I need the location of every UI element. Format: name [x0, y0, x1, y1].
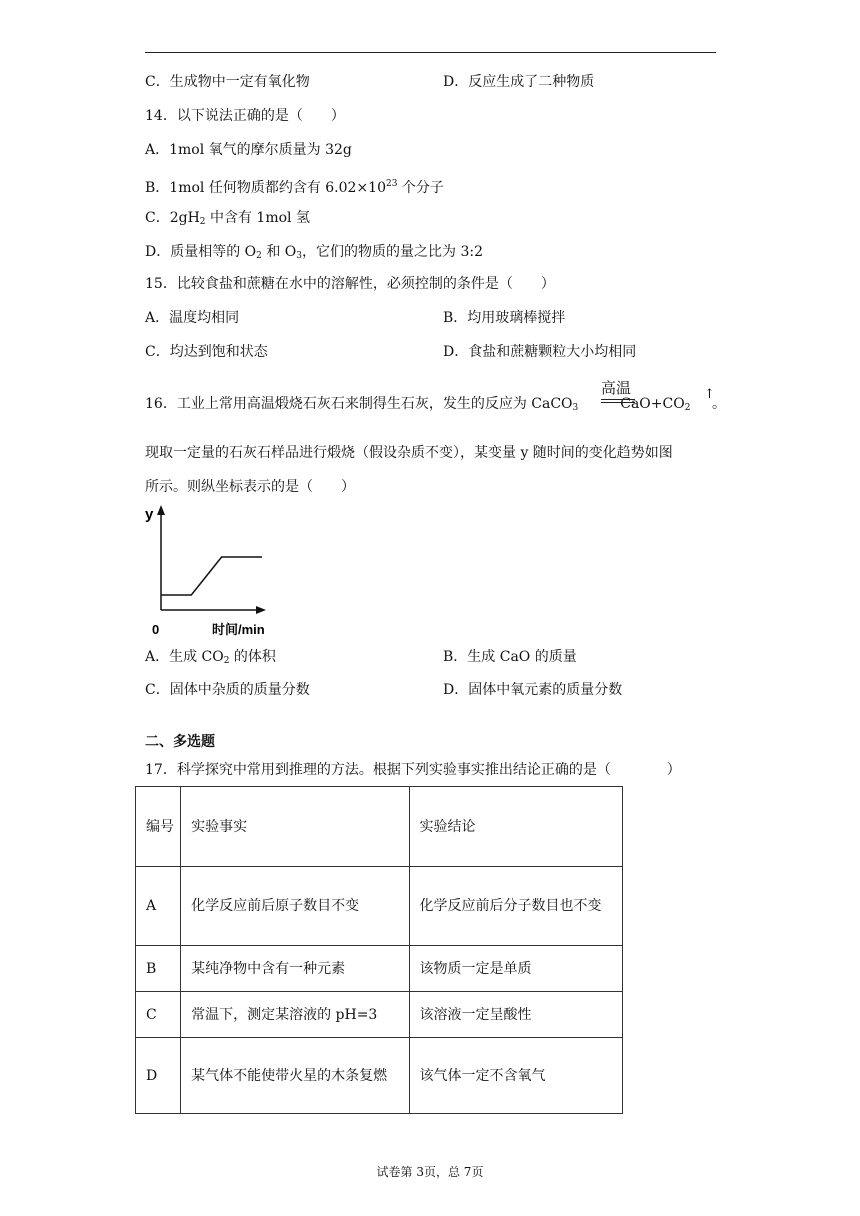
q17-table: [135, 786, 623, 1114]
q16-stem-line3: 所示。则纵坐标表示的是（ ）: [145, 479, 355, 495]
page-footer: 试卷第 3页，总 7页: [376, 1165, 484, 1179]
gas-arrow-icon: ↑: [704, 387, 715, 402]
series-line: [161, 557, 262, 595]
table-row: [136, 946, 623, 992]
reaction-condition: 高温: [601, 379, 632, 397]
q16-stem-line1: 16．工业上常用高温煅烧石灰石来制得生石灰，发生的反应为 CaCO$_3$ $CaO+CO_2$: [145, 396, 691, 413]
equation-bar-top: [601, 399, 635, 400]
q14-option-d: D．质量相等的 $O_2$ 和 $O_3$，它们的物质的量之比为 3:2: [145, 244, 483, 261]
row-label: A: [136, 867, 181, 946]
q15-option-b: B．均用玻璃棒搅拌: [443, 310, 566, 326]
header-rule: [145, 52, 716, 53]
q14-stem: 14．以下说法正确的是（ ）: [145, 108, 345, 124]
x-axis-label: 时间/min: [212, 622, 265, 637]
table-header-row: [136, 787, 623, 867]
row-conclusion: 该溶液一定呈酸性: [409, 992, 622, 1038]
q16-option-c: C．固体中杂质的质量分数: [145, 682, 310, 698]
y-axis-arrow-icon: [157, 505, 165, 515]
q14-option-a: A．1mol 氧气的摩尔质量为 32g: [145, 142, 352, 158]
table-row: [136, 867, 623, 946]
q16-stem-line2: 现取一定量的石灰石样品进行煅烧（假设杂质不变），某变量 y 随时间的变化趋势如图: [145, 445, 673, 461]
row-fact: 某气体不能使带火星的木条复燃: [181, 1038, 409, 1114]
q16-option-b: B．生成 CaO 的质量: [443, 649, 577, 665]
header-cell-number: 编号: [136, 787, 181, 867]
q15-stem: 15．比较食盐和蔗糖在水中的溶解性，必须控制的条件是（ ）: [145, 276, 555, 292]
origin-label: 0: [152, 622, 160, 637]
q16-period: 。: [712, 396, 726, 412]
row-conclusion: 该物质一定是单质: [409, 946, 622, 992]
equation-bar-bottom: [601, 402, 635, 403]
table-row: [136, 1038, 623, 1114]
q16-chart: [140, 502, 280, 637]
row-fact: 常温下，测定某溶液的 pH=3: [181, 992, 409, 1038]
row-fact: 化学反应前后原子数目不变: [181, 867, 409, 946]
q17-stem: 17．科学探究中常用到推理的方法。根据下列实验事实推出结论正确的是（ ）: [145, 762, 681, 778]
x-axis-arrow-icon: [256, 606, 266, 614]
q14-option-b: B．1mol 任何物质都约含有 $6.02\times 10^{23}$ 个分子: [145, 179, 444, 196]
section-heading: 二、多选题: [145, 734, 215, 750]
q13-option-c: C．生成物中一定有氧化物: [145, 74, 310, 90]
row-conclusion: 化学反应前后分子数目也不变: [409, 867, 622, 946]
q15-option-d: D．食盐和蔗糖颗粒大小均相同: [443, 344, 637, 360]
row-fact: 某纯净物中含有一种元素: [181, 946, 409, 992]
q13-option-d: D．反应生成了二种物质: [443, 74, 595, 90]
q16-option-d: D．固体中氧元素的质量分数: [443, 682, 623, 698]
header-cell-fact: 实验事实: [181, 787, 409, 867]
q15-option-c: C．均达到饱和状态: [145, 344, 268, 360]
row-conclusion: 该气体一定不含氧气: [409, 1038, 622, 1114]
table-row: [136, 992, 623, 1038]
row-label: C: [136, 992, 181, 1038]
q16-option-a: A．生成 $CO_2$ 的体积: [145, 649, 276, 666]
q15-option-a: A．温度均相同: [145, 310, 240, 326]
row-label: D: [136, 1038, 181, 1114]
header-cell-conclusion: 实验结论: [409, 787, 622, 867]
q14-option-c: C．$2gH_2$ 中含有 1mol 氢: [145, 210, 310, 227]
row-label: B: [136, 946, 181, 992]
y-axis-label: y: [145, 506, 154, 523]
